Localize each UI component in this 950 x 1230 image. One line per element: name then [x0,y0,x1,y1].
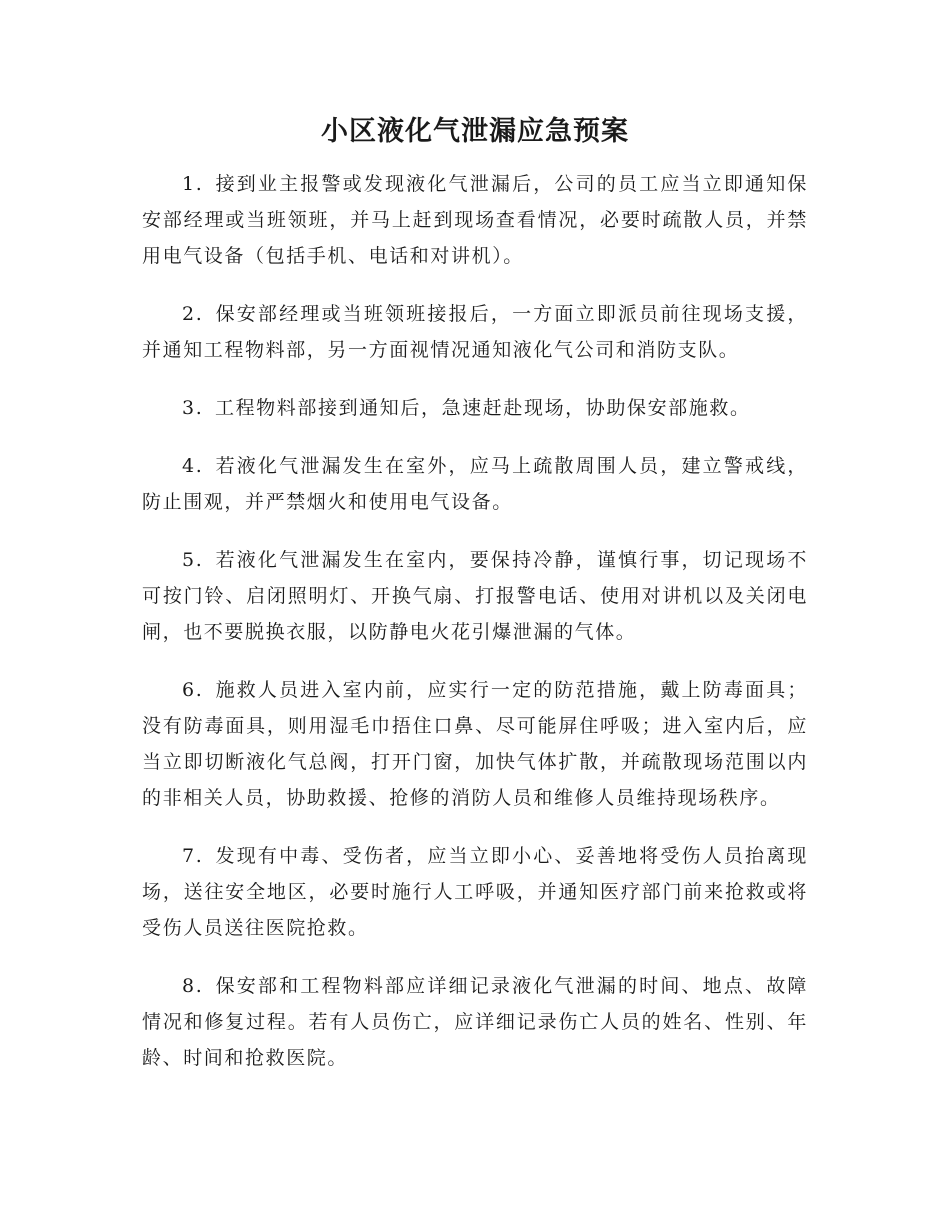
paragraph-8 [142,968,808,1076]
paragraph-number: 1. [182,173,204,195]
paragraph-1 [142,166,808,274]
paragraph-text: 施救人员进入室内前，应实行一定的防范措施，戴上防毒面具；没有防毒面具，则用湿毛巾捂住口鼻、尽可能屏住呼吸；进入室内后，应当立即切断液化气总阀，打开门窗，加快气体扩散，并疏散现场范围以内的非相关人员，协助救援、抢修的消防人员和维修人员维持现场秩序。 [142,679,809,809]
paragraph-text: 工程物料部接到通知后，急速赶赴现场，协助保安部施救。 [214,397,751,419]
paragraph-number: 4. [182,455,204,477]
document-title: 小区液化气泄漏应急预案 [321,116,629,147]
document-body [142,166,808,1098]
paragraph-number: 7. [182,845,204,867]
paragraph-3 [142,390,808,426]
paragraph-text: 保安部和工程物料部应详细记录液化气泄漏的时间、地点、故障情况和修复过程。若有人员伤亡，应详细记录伤亡人员的姓名、性别、年龄、时间和抢救医院。 [142,975,809,1069]
paragraph-4 [142,448,808,520]
paragraph-number: 5. [182,549,204,571]
paragraph-text: 若液化气泄漏发生在室内，要保持冷静，谨慎行事，切记现场不可按门铃、启闭照明灯、开换气扇、打报警电话、使用对讲机以及关闭电闸，也不要脱换衣服，以防静电火花引爆泄漏的气体。 [142,549,809,643]
paragraph-number: 2. [182,303,204,325]
paragraph-number: 3. [182,397,204,419]
paragraph-number: 6. [182,679,204,701]
paragraph-6 [142,672,808,816]
paragraph-5 [142,542,808,650]
paragraph-text: 若液化气泄漏发生在室外，应马上疏散周围人员，建立警戒线，防止围观，并严禁烟火和使用电气设备。 [142,455,809,513]
paragraph-7 [142,838,808,946]
paragraph-number: 8. [182,975,204,997]
paragraph-text: 接到业主报警或发现液化气泄漏后，公司的员工应当立即通知保安部经理或当班领班，并马上赶到现场查看情况，必要时疏散人员，并禁用电气设备（包括手机、电话和对讲机）。 [142,173,809,267]
paragraph-text: 发现有中毒、受伤者，应当立即小心、妥善地将受伤人员抬离现场，送往安全地区，必要时施行人工呼吸，并通知医疗部门前来抢救或将受伤人员送往医院抢救。 [142,845,809,939]
paragraph-2 [142,296,808,368]
paragraph-text: 保安部经理或当班领班接报后，一方面立即派员前往现场支援，并通知工程物料部，另一方面视情况通知液化气公司和消防支队。 [142,303,809,361]
